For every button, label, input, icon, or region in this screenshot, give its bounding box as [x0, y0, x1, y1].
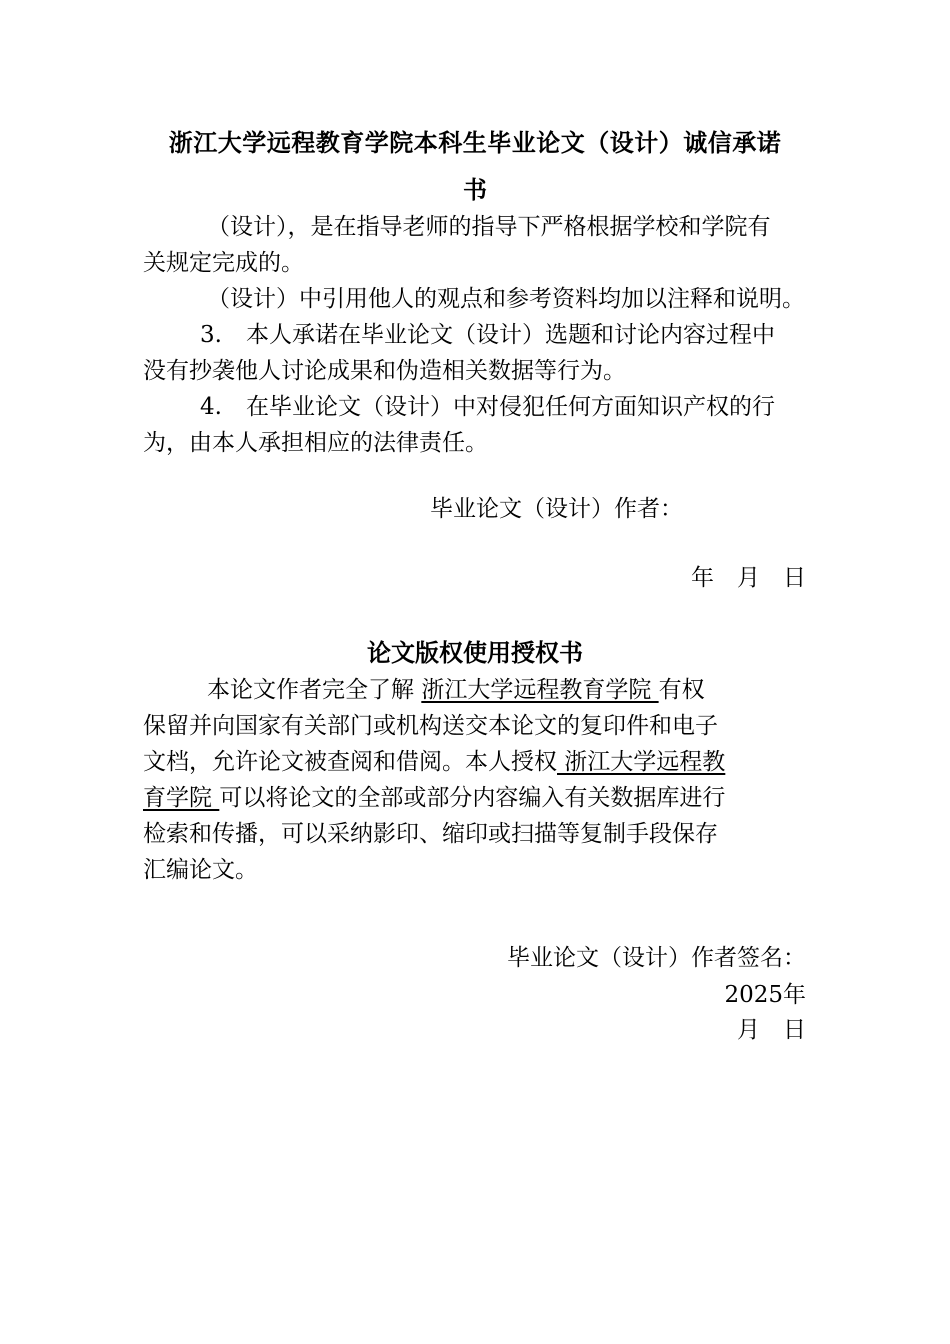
pledge-item-4-line-1	[200, 389, 775, 425]
pledge-item-3-text: 本人承诺在毕业论文（设计）选题和讨论内容过程中	[246, 322, 775, 348]
pledge-title-continued: 书	[463, 175, 487, 204]
institution-name-underlined: 浙江大学远程教育学院	[421, 677, 659, 703]
pledge-item-4-text: 在毕业论文（设计）中对侵犯任何方面知识产权的行	[246, 394, 775, 420]
copyright-line-4	[143, 780, 725, 816]
pledge-title: 浙江大学远程教育学院本科生毕业论文（设计）诚信承诺	[168, 128, 782, 157]
copyright-line-1	[207, 672, 705, 708]
signature-label: 毕业论文（设计）作者签名：	[507, 945, 806, 971]
pledge-author-label: 毕业论文（设计）作者：	[430, 496, 683, 522]
copyright-title: 论文版权使用授权书	[367, 638, 583, 667]
pledge-item-3-number: 3.	[200, 322, 222, 348]
copyright-line-3	[143, 744, 725, 780]
pledge-item-4-number: 4.	[200, 394, 222, 420]
copyright-line-4-text: 可以将论文的全部或部分内容编入有关数据库进行	[219, 785, 726, 811]
copyright-line-6: 汇编论文。	[143, 857, 258, 883]
pledge-item-4-line-2: 为，由本人承担相应的法律责任。	[143, 430, 488, 456]
copyright-line-1-text: 本论文作者完全了解	[207, 677, 414, 703]
copyright-line-1-end: 有权	[658, 677, 705, 703]
copyright-line-3-text: 文档，允许论文被查阅和借阅。本人授权	[143, 749, 557, 775]
pledge-item-1-line-1: （设计），是在指导老师的指导下严格根据学校和学院有	[207, 214, 771, 240]
copyright-line-5: 检索和传播，可以采纳影印、缩印或扫描等复制手段保存	[143, 821, 718, 847]
institution-name-underlined-part-1: 浙江大学远程教	[557, 749, 726, 775]
pledge-item-3-line-2: 没有抄袭他人讨论成果和伪造相关数据等行为。	[143, 358, 626, 384]
signature-month-day: 月 日	[737, 1017, 806, 1043]
copyright-line-2: 保留并向国家有关部门或机构送交本论文的复印件和电子	[143, 713, 718, 739]
pledge-item-2-line-1: （设计）中引用他人的观点和参考资料均加以注释和说明。	[207, 286, 805, 312]
pledge-item-1-line-2: 关规定完成的。	[143, 250, 304, 276]
signature-year: 2025年	[724, 982, 806, 1008]
institution-name-underlined-part-2: 育学院	[143, 785, 220, 811]
pledge-date: 年 月 日	[691, 565, 806, 591]
pledge-item-3-line-1	[200, 317, 775, 353]
